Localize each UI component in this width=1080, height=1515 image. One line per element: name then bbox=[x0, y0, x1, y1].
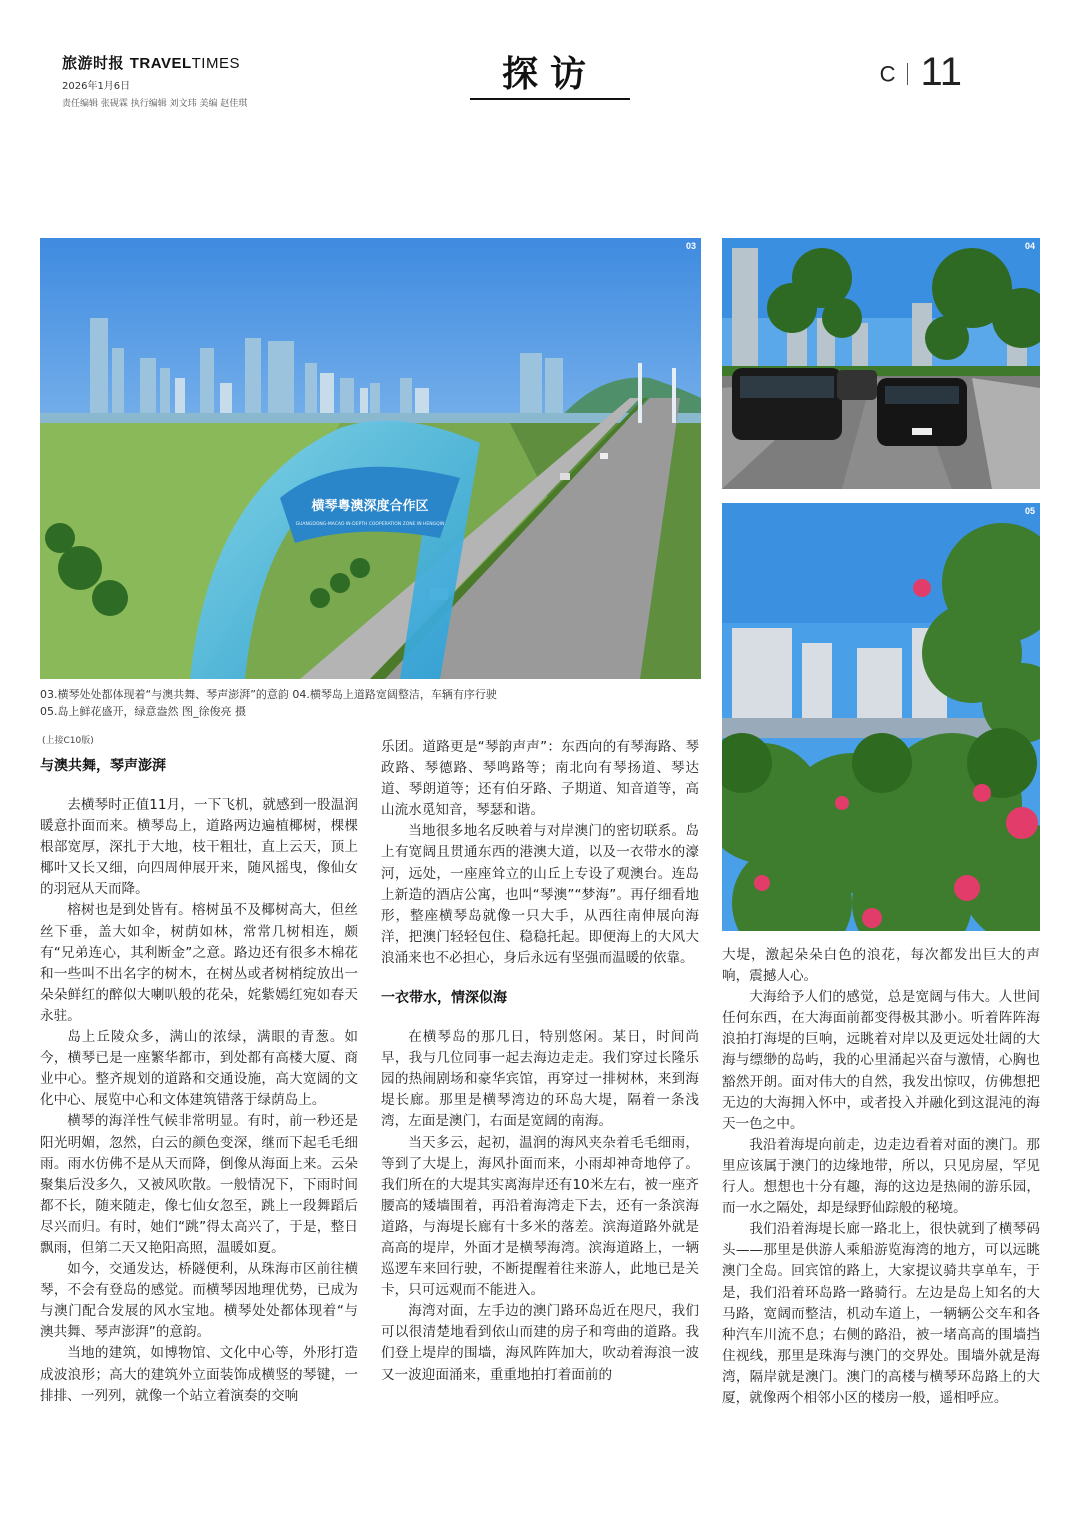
newspaper-name bbox=[62, 52, 247, 73]
section-rule bbox=[470, 98, 630, 100]
section-title: 探访 bbox=[501, 53, 598, 95]
paragraph: 大堤，激起朵朵白色的浪花，每次都发出巨大的声响，震撼人心。 bbox=[722, 947, 1040, 985]
paragraph: 当天多云，起初，温润的海风夹杂着毛毛细雨，等到了大堤上，海风扑面而来，小雨却神奇地停了。我们所在的大堤其实离海岸还有10米左右，被一座齐腰高的矮墙围着，再沿着海湾走下去，还有一条滨海道路，与海堤长廊有十多米的落差。滨海道路外就是高高的堤岸，外面才是横琴海湾。滨海道路上，一辆巡逻车来回行驶，不断提醒着往来游人，此地已是关卡，只可远观而不能进入。 bbox=[381, 1134, 699, 1299]
paragraph: 岛上丘陵众多，满山的浓绿，满眼的青葱。如今，横琴已是一座繁华都市，到处都有高楼大厦、商业中心。整齐规划的道路和交通设施，高大宽阔的文化中心、展览中心和文体建筑错落于绿荫岛上。 bbox=[40, 1029, 358, 1109]
paragraph: 横琴的海洋性气候非常明显。有时，前一秒还是阳光明媚，忽然，白云的颜色变深，继而下起毛毛细雨。雨水仿佛不是从天而降，倒像从海面上来。云朵聚集后没多久，又被风吹散。一般情况下，下雨时间都不长，随来随走，像七仙女忽至，跳上一段舞蹈后尽兴而归。有时，她们“跳”得太高兴了，于是，整日飘雨，但第二天又艳阳高照，温暖如夏。 bbox=[40, 1113, 358, 1256]
article-column-1 bbox=[40, 756, 358, 1407]
subheading-2: 一衣带水，情深似海 bbox=[381, 990, 507, 1007]
paragraph: 去横琴时正值11月，一下飞机，就感到一股温润暖意扑面而来。横琴岛上，道路两边遍植椰树，棵棵根部宽厚，深扎于大地，枝干粗壮，直上云天，顶上椰叶又长又细，向四周伸展开来，随风摇曳，像仙女的羽冠从天而降。 bbox=[40, 797, 358, 898]
paragraph: 大海给予人们的感觉，总是宽阔与伟大。人世间任何东西，在大海面前都变得极其渺小。听着阵阵海浪拍打海堤的巨响，远眺着对岸以及更远处壮阔的大海与缥缈的岛屿，我的心里涌起兴奋与激情，心胸也豁然开朗。面对伟大的自然，我发出惊叹，仿佛想把无边的大海拥入怀中，或者投入并融化到这混沌的海天一色之中。 bbox=[722, 989, 1040, 1132]
subheading-1: 与澳共舞，琴声澎湃 bbox=[40, 758, 166, 774]
photo-03-bridge bbox=[40, 238, 701, 679]
paragraph: 乐团。道路更是“琴韵声声”：东西向的有琴海路、琴政路、琴德路、琴鸣路等；南北向有琴扬道、琴达道、琴朗道等；还有伯牙路、子期道、知音道等，高山流水觅知音，琴瑟和谐。 bbox=[381, 739, 699, 819]
issue-date: 2026年1月6日 bbox=[62, 81, 131, 92]
paragraph: 当地的建筑，如博物馆、文化中心等，外形打造成波浪形；高大的建筑外立面装饰成横竖的琴键，一排排、一列列，就像一个站立着演奏的交响 bbox=[40, 1345, 358, 1404]
photo-05-flowers bbox=[722, 503, 1040, 931]
article-column-3 bbox=[722, 945, 1040, 1409]
masthead bbox=[62, 52, 247, 109]
paragraph: 榕树也是到处皆有。榕树虽不及椰树高大，但丝丝下垂，盖大如伞，树荫如林，常常几树相连，颇有“兄弟连心，其利断金”之意。路边还有很多木棉花和一些叫不出名字的树木，在树丛或者树梢绽放出一朵朵鲜红的醉似大喇叭般的花朵，姹紫嫣红宛如春天永驻。 bbox=[40, 902, 358, 1024]
bridge-arch-image bbox=[40, 238, 701, 679]
photo-caption bbox=[40, 686, 700, 720]
road-cars-image bbox=[722, 238, 1040, 489]
paper-name-en-bold: TRAVEL bbox=[129, 55, 192, 72]
arch-sign-text: 横琴粤澳深度合作区 bbox=[311, 499, 429, 514]
page-letter: C bbox=[879, 61, 896, 87]
paragraph: 当地很多地名反映着与对岸澳门的密切联系。岛上有宽阔且贯通东西的港澳大道，以及一衣带水的濠河，远处，一座座耸立的山丘上专设了观澳台。连岛上新造的酒店公寓，也叫“琴澳”“梦海”。再仔细看地形，整座横琴岛就像一只大手，从西往南伸展向海洋，把澳门轻轻包住、稳稳托起。即便海上的大风大浪涌来也不必担心，身后永远有坚强而温暖的依靠。 bbox=[381, 823, 699, 966]
page-number-value: 11 bbox=[920, 50, 962, 94]
photo-04-road bbox=[722, 238, 1040, 489]
page-number bbox=[880, 50, 962, 95]
continued-from-note: (上接C10版) bbox=[42, 736, 94, 746]
article-column-2 bbox=[381, 737, 699, 1386]
photo-number-03: 03 bbox=[685, 241, 696, 251]
paper-name-en-light: TIMES bbox=[191, 55, 240, 72]
arch-sign-text-en: GUANGDONG-MACAO IN-DEPTH COOPERATION ZONE IN HENGQIN bbox=[295, 522, 445, 527]
photo-number-04: 04 bbox=[1024, 241, 1035, 251]
paper-name-cn: 旅游时报 bbox=[62, 54, 125, 72]
paragraph: 在横琴岛的那几日，特别悠闲。某日，时间尚早，我与几位同事一起去海边走走。我们穿过长隆乐园的热闹剧场和豪华宾馆，再穿过一排树林，来到海堤长廊。那里是横琴湾边的环岛大堤，隔着一条浅湾，左面是澳门，右面是宽阔的南海。 bbox=[381, 1029, 699, 1130]
paragraph: 如今，交通发达，桥隧便利，从珠海市区前往横琴，不会有登岛的感觉。而横琴因地理优势，已成为与澳门配合发展的风水宝地。横琴处处都体现着“与澳共舞、琴声澎湃”的意韵。 bbox=[40, 1261, 358, 1341]
photo-number-05: 05 bbox=[1024, 506, 1035, 516]
paragraph: 海湾对面，左手边的澳门路环岛近在咫尺，我们可以很清楚地看到依山而建的房子和弯曲的道路。我们登上堤岸的围墙，海风阵阵加大，吹动着海浪一波又一波迎面涌来，重重地拍打着面前的 bbox=[381, 1303, 699, 1383]
paragraph: 我沿着海堤向前走，边走边看着对面的澳门。那里应该属于澳门的边缘地带，所以，只见房屋，罕见行人。想想也十分有趣，海的这边是热闹的游乐园，而一水之隔处，却是绿野仙踪般的秘境。 bbox=[722, 1136, 1040, 1217]
flowers-image bbox=[722, 503, 1040, 931]
paragraph: 我们沿着海堤长廊一路北上，很快就到了横琴码头——那里是供游人乘船游览海湾的地方，可以远眺澳门全岛。回宾馆的路上，大家提议骑共享单车，于是，我们沿着环岛路一路骑行。左边是岛上知名的大马路，宽阔而整洁，机动车道上，一辆辆公交车和各种汽车川流不息；右侧的路沿，被一堵高高的围墙挡住视线，那里是珠海与澳门的交界处。围墙外就是海湾，隔岸就是澳门。澳门的高楼与横琴环岛路上的大厦，就像两个相邻小区的楼房一般，遥相呼应。 bbox=[722, 1221, 1040, 1406]
page-number-divider bbox=[907, 63, 908, 85]
caption-line-1: 03.横琴处处都体现着“与澳共舞、琴声澎湃”的意韵 04.横琴岛上道路宽阔整洁，车辆有序行驶 bbox=[40, 688, 497, 701]
caption-line-2: 05.岛上鲜花盛开，绿意盎然 图_徐俊亮 摄 bbox=[40, 705, 246, 718]
editor-credits: 责任编辑 张砚霖 执行编辑 刘文玮 美编 赵佳琪 bbox=[62, 99, 248, 109]
